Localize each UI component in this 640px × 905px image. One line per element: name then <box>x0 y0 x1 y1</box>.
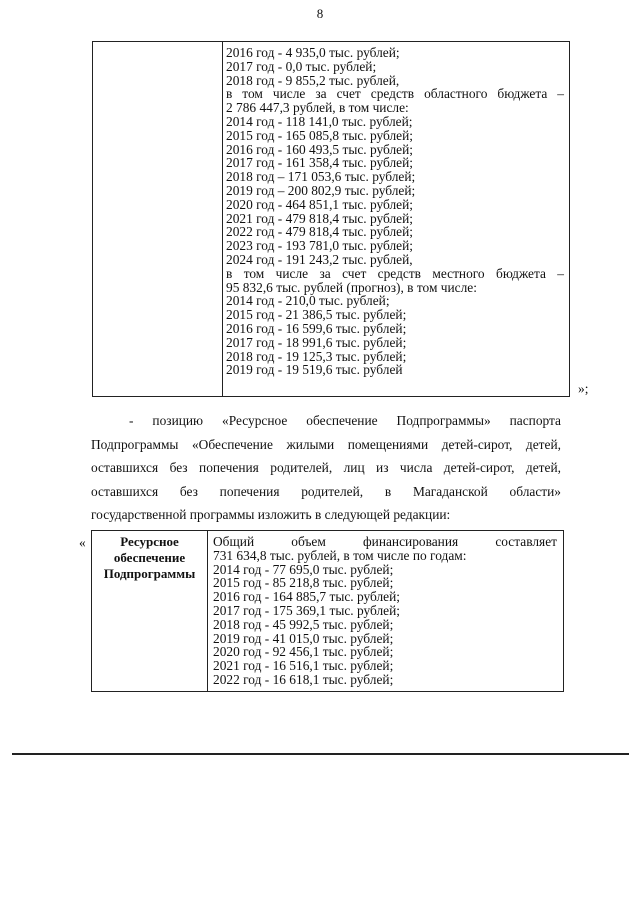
table-line: 2019 год - 41 015,0 тыс. рублей; <box>213 630 394 646</box>
table-line: 2014 год - 77 695,0 тыс. рублей; <box>213 561 394 577</box>
table-line: 2018 год – 171 053,6 тыс. рублей; <box>226 169 416 185</box>
table-line: 2014 год - 210,0 тыс. рублей; <box>226 293 390 309</box>
table-line: 2022 год - 16 618,1 тыс. рублей; <box>213 671 394 687</box>
resource-table-new <box>91 530 564 692</box>
table-line: 2019 год - 19 519,6 тыс. рублей <box>226 362 403 378</box>
resource-label-line: обеспечение <box>113 550 186 565</box>
resource-label-line: Ресурсное <box>120 534 179 549</box>
paragraph-line: Подпрограммы «Обеспечение жилыми помещениями детей-сирот, детей, <box>91 436 561 452</box>
table-line: 2020 год - 92 456,1 тыс. рублей; <box>213 644 394 660</box>
table-line: 2017 год - 0,0 тыс. рублей; <box>226 58 377 74</box>
table-line: 2015 год - 85 218,8 тыс. рублей; <box>213 575 394 591</box>
table-line: 2018 год - 19 125,3 тыс. рублей; <box>226 348 407 364</box>
table-line: 2020 год - 464 851,1 тыс. рублей; <box>226 196 413 212</box>
opening-quote-mark: « <box>79 535 86 550</box>
table-value-cell <box>213 535 557 687</box>
paragraph-line: государственной программы изложить в следующей редакции: <box>91 507 451 523</box>
table-line: 731 634,8 тыс. рублей, в том числе по годам: <box>213 547 467 563</box>
table-line: 2021 год - 479 818,4 тыс. рублей; <box>226 210 413 226</box>
paragraph-line: - позицию «Ресурсное обеспечение Подпрограммы» паспорта <box>129 413 561 428</box>
table-line: 2014 год - 118 141,0 тыс. рублей; <box>226 113 413 129</box>
table-line: 2 786 447,3 рублей, в том числе: <box>226 100 409 116</box>
resource-label <box>92 531 207 582</box>
table-line: Общий объем финансирования составляет <box>213 534 557 549</box>
resource-label-line: Подпрограммы <box>103 566 196 581</box>
table-label-cell <box>93 42 223 396</box>
table-label-cell <box>92 531 208 691</box>
table-line: 2016 год - 160 493,5 тыс. рублей; <box>226 141 413 157</box>
table-value-cell <box>226 46 564 377</box>
table-line: 2023 год - 193 781,0 тыс. рублей; <box>226 238 413 254</box>
table-line: 2018 год - 45 992,5 тыс. рублей; <box>213 616 394 632</box>
table-line: 2016 год - 16 599,6 тыс. рублей; <box>226 320 407 336</box>
table-line: 2021 год - 16 516,1 тыс. рублей; <box>213 658 394 674</box>
table-line: в том числе за счет средств областного бюджета – <box>226 86 564 102</box>
amendment-paragraph <box>91 409 561 527</box>
table-line: 2022 год - 479 818,4 тыс. рублей; <box>226 224 413 240</box>
footer-rule <box>12 753 629 755</box>
table-line: 2019 год – 200 802,9 тыс. рублей; <box>226 182 416 198</box>
table-line: 2015 год - 165 085,8 тыс. рублей; <box>226 127 413 143</box>
table-line: 2017 год - 18 991,6 тыс. рублей; <box>226 334 407 350</box>
paragraph-line: оставшихся без попечения родителей, лиц из числа детей-сирот, детей, <box>91 460 561 476</box>
table-line: 95 832,6 тыс. рублей (прогноз), в том числе: <box>226 279 477 295</box>
table-line: 2018 год - 9 855,2 тыс. рублей, <box>226 72 400 88</box>
table-line: 2024 год - 191 243,2 тыс. рублей, <box>226 251 413 267</box>
table-line: 2016 год - 164 885,7 тыс. рублей; <box>213 589 400 605</box>
table-line: 2017 год - 175 369,1 тыс. рублей; <box>213 602 400 618</box>
table-line: 2015 год - 21 386,5 тыс. рублей; <box>226 307 407 323</box>
table-line: 2017 год - 161 358,4 тыс. рублей; <box>226 155 413 171</box>
closing-quote-mark: »; <box>578 381 589 396</box>
paragraph-line: оставшихся без попечения родителей, в Магаданской области» <box>91 483 561 499</box>
resource-table-continued <box>92 41 570 397</box>
table-line: 2016 год - 4 935,0 тыс. рублей; <box>226 45 400 60</box>
table-line: в том числе за счет средств местного бюджета – <box>226 265 564 281</box>
page-number: 8 <box>316 6 324 21</box>
